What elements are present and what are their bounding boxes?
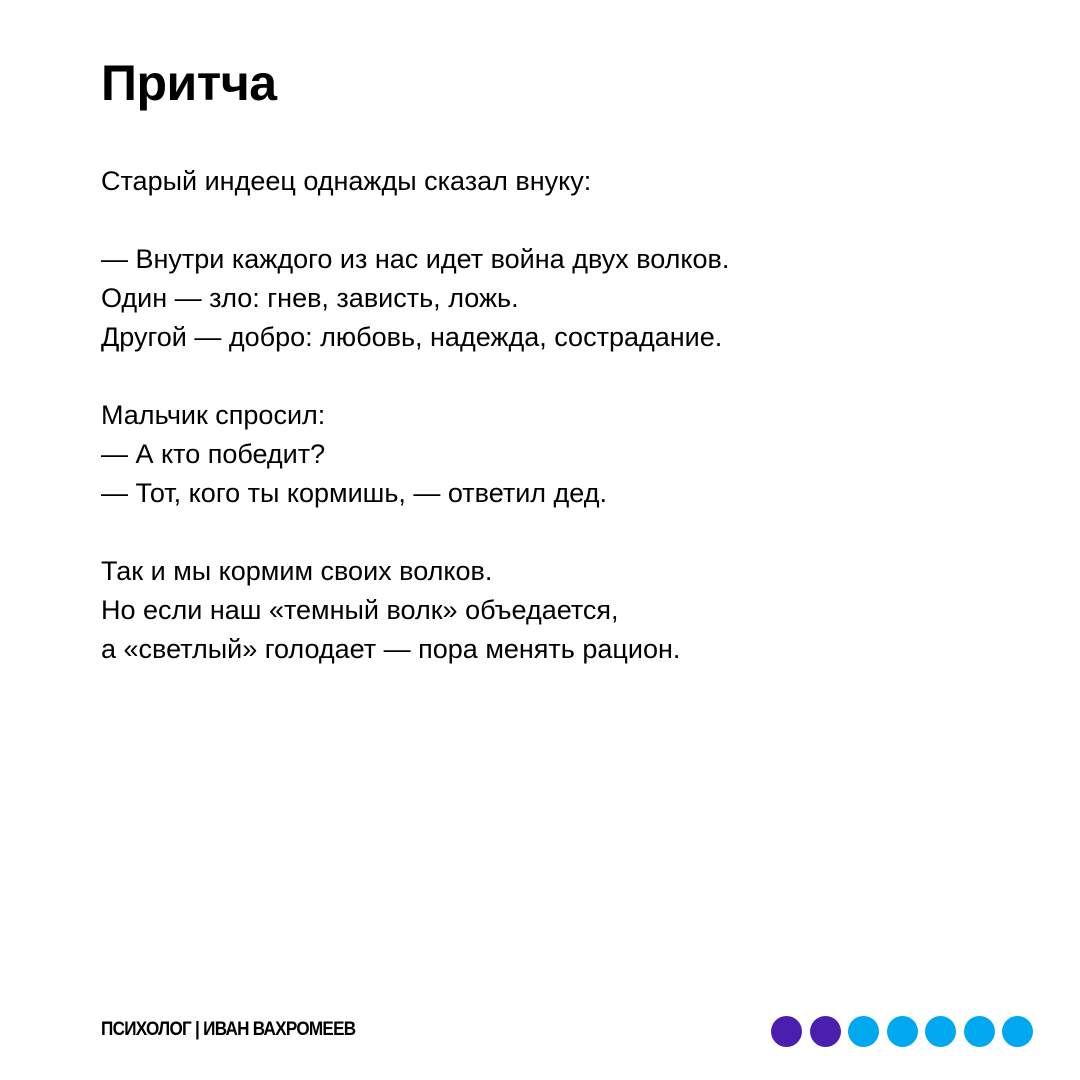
pagination-dot-active bbox=[771, 1016, 802, 1047]
blank-line bbox=[101, 513, 729, 552]
slide-pagination bbox=[771, 1016, 1033, 1047]
page-title: Притча bbox=[101, 55, 277, 111]
pagination-dot bbox=[848, 1016, 879, 1047]
text-line: — Тот, кого ты кормишь, — ответил дед. bbox=[101, 478, 607, 508]
pagination-dot bbox=[1002, 1016, 1033, 1047]
pagination-dot bbox=[887, 1016, 918, 1047]
text-line: — А кто победит? bbox=[101, 439, 326, 469]
text-line: Один — зло: гнев, зависть, ложь. bbox=[101, 283, 519, 313]
text-line: Старый индеец однажды сказал внуку: bbox=[101, 166, 592, 196]
text-line: Мальчик спросил: bbox=[101, 400, 326, 430]
pagination-dot bbox=[925, 1016, 956, 1047]
text-line: Другой — добро: любовь, надежда, сострадание. bbox=[101, 322, 723, 352]
text-line: а «светлый» голодает — пора менять рацион. bbox=[101, 634, 681, 664]
blank-line bbox=[101, 357, 729, 396]
parable-text bbox=[101, 162, 729, 669]
text-line: — Внутри каждого из нас идет война двух волков. bbox=[101, 244, 730, 274]
text-line: Так и мы кормим своих волков. bbox=[101, 556, 493, 586]
blank-line bbox=[101, 201, 729, 240]
text-line: Но если наш «темный волк» объедается, bbox=[101, 595, 619, 625]
author-label: ПСИХОЛОГ | ИВАН ВАХРОМЕЕВ bbox=[101, 1019, 356, 1040]
pagination-dot bbox=[964, 1016, 995, 1047]
pagination-dot-active bbox=[810, 1016, 841, 1047]
